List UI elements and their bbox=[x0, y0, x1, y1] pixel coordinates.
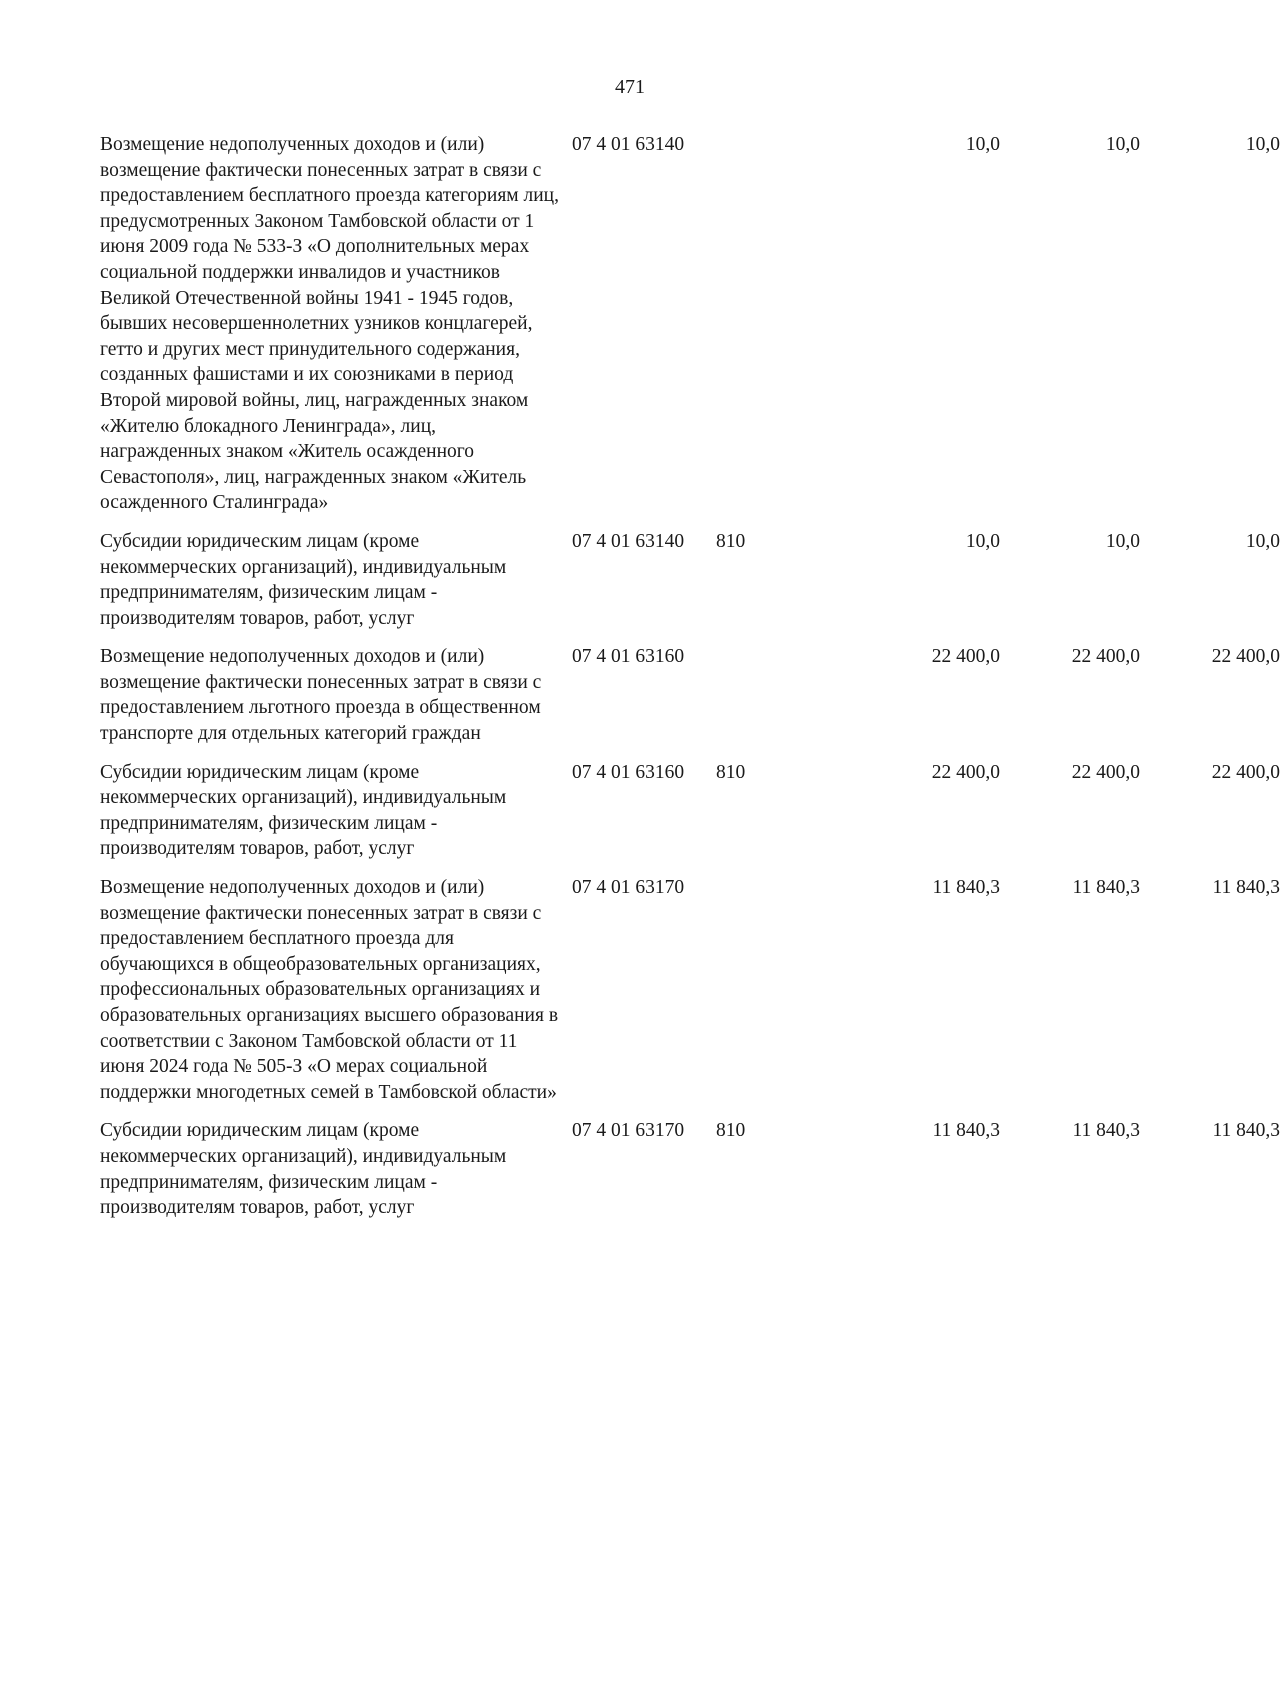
row-amount-1: 10,0 bbox=[965, 134, 1000, 155]
table-row bbox=[100, 1118, 1280, 1220]
row-amount-2: 10,0 bbox=[1105, 530, 1140, 552]
row-target-code: 07 4 01 63170 bbox=[572, 877, 685, 899]
row-target-code: 07 4 01 63160 bbox=[572, 761, 685, 783]
row-target-code: 07 4 01 63170 bbox=[572, 1120, 685, 1142]
row-amount-2: 11 840,3 bbox=[1072, 877, 1140, 899]
table-row bbox=[100, 644, 1280, 746]
row-amount-3: 11 840,3 bbox=[1212, 877, 1280, 899]
row-amount-1: 11 840,3 bbox=[932, 877, 1000, 899]
row-amount-2: 22 400,0 bbox=[1071, 761, 1140, 783]
table-row bbox=[100, 760, 1280, 862]
row-target-code: 07 4 01 63160 bbox=[572, 646, 685, 668]
budget-table bbox=[100, 132, 1280, 1234]
row-expense-kind: 810 bbox=[716, 1120, 746, 1142]
row-description: Возмещение недополученных доходов и (или) возмещение фактически понесенных затрат в связи с предоставлением льготного проезда в общественном транспорте для отдельных категорий граждан bbox=[100, 646, 542, 745]
row-amount-3: 22 400,0 bbox=[1211, 646, 1280, 668]
table-row bbox=[100, 132, 1280, 516]
row-amount-3: 10,0 bbox=[1245, 134, 1280, 155]
row-amount-2: 22 400,0 bbox=[1071, 646, 1140, 668]
row-target-code: 07 4 01 63140 bbox=[572, 134, 685, 155]
row-amount-2: 11 840,3 bbox=[1072, 1120, 1140, 1142]
row-expense-kind: 810 bbox=[716, 530, 746, 552]
row-description: Возмещение недополученных доходов и (или) возмещение фактически понесенных затрат в связи с предоставлением бесплатного проезда для обучающихся в общеобразовательных организациях, профессиональных образовательных организациях и образовательных организациях высшего образования в соответствии с Законом Тамбовской области от 11 июня 2024 года № 505-З «О мерах социальной поддержки многодетных семей в Тамбовской области» bbox=[100, 877, 559, 1103]
row-target-code: 07 4 01 63140 bbox=[572, 530, 685, 552]
table-row bbox=[100, 875, 1280, 1105]
row-amount-3: 11 840,3 bbox=[1212, 1120, 1280, 1142]
row-amount-1: 22 400,0 bbox=[931, 646, 1000, 668]
row-description: Субсидии юридическим лицам (кроме некоммерческих организаций), индивидуальным предпринимателям, физическим лицам - производителям товаров, работ, услуг bbox=[100, 1120, 507, 1219]
row-amount-3: 10,0 bbox=[1245, 530, 1280, 552]
row-description: Субсидии юридическим лицам (кроме некоммерческих организаций), индивидуальным предпринимателям, физическим лицам - производителям товаров, работ, услуг bbox=[100, 761, 507, 860]
row-amount-1: 11 840,3 bbox=[932, 1120, 1000, 1142]
row-expense-kind: 810 bbox=[716, 761, 746, 783]
row-amount-2: 10,0 bbox=[1105, 134, 1140, 155]
row-description: Субсидии юридическим лицам (кроме некоммерческих организаций), индивидуальным предпринимателям, физическим лицам - производителям товаров, работ, услуг bbox=[100, 530, 507, 629]
table-row bbox=[100, 529, 1280, 631]
page-number: 471 bbox=[615, 76, 645, 98]
row-amount-3: 22 400,0 bbox=[1211, 761, 1280, 783]
row-amount-1: 10,0 bbox=[965, 530, 1000, 552]
row-amount-1: 22 400,0 bbox=[931, 761, 1000, 783]
row-description: Возмещение недополученных доходов и (или) возмещение фактически понесенных затрат в связи с предоставлением бесплатного проезда категориям лиц, предусмотренных Законом Тамбовской области от 1 июня 2009 года № 533-З «О дополнительных мерах социальной поддержки инвалидов и участников Великой Отечественной войны 1941 - 1945 годов, бывших несовершеннолетних узников концлагерей, гетто и других мест принудительного содержания, созданных фашистами и их союзниками в период Второй мировой войны, лиц, награжденных знаком «Жителю блокадного Ленинграда», лиц, награжденных знаком «Житель осажденного Севастополя», лиц, награжденных знаком «Житель осажденного Сталинграда» bbox=[100, 134, 559, 514]
